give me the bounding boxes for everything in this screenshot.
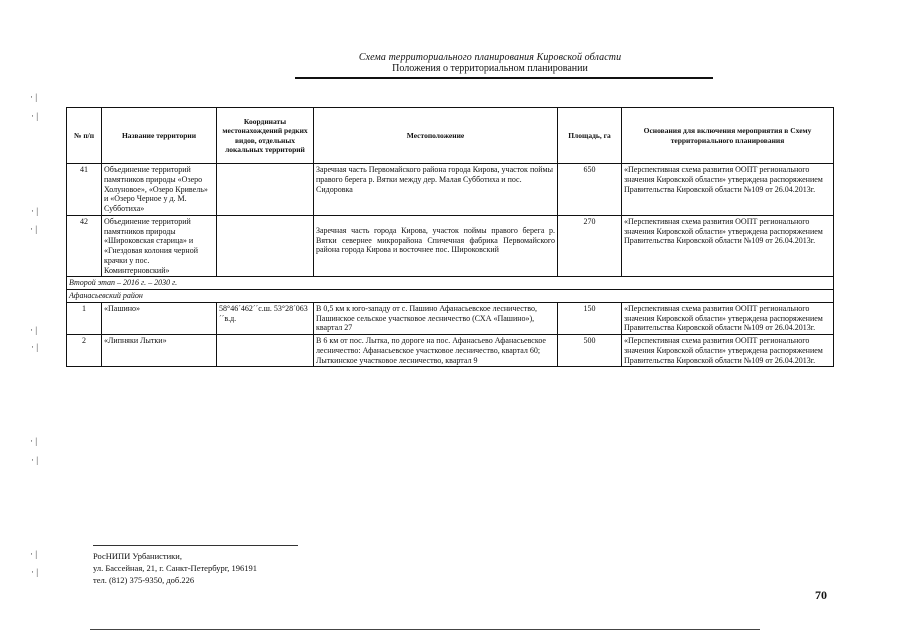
table-row: [67, 164, 834, 216]
margin-mark: · |: [30, 549, 38, 559]
cell-coordinates: 58°46´462´´с.ш. 53°28´063´´в.д.: [217, 302, 314, 334]
cell-name: «Липняки Лытки»: [102, 335, 217, 367]
cell-area: 150: [558, 302, 622, 334]
table-row: [67, 302, 834, 334]
cell-area: 270: [558, 215, 622, 277]
margin-mark: · |: [31, 111, 39, 121]
margin-mark: · |: [31, 342, 39, 352]
cell-name: «Пашино»: [102, 302, 217, 334]
cell-location: В 6 км от пос. Лытка, по дороге на пос. Афанасьево Афанасьевское лесничество: Афанасьевское участковое лесничество, квартал 60; Лыткинское участковое лесничество, квартал 9: [314, 335, 558, 367]
table-row: [67, 215, 834, 277]
district-row: [67, 290, 834, 303]
col-header-coordinates: Координаты местонахождений редких видов, отдельных локальных территорий: [217, 108, 314, 164]
cell-basis: «Перспективная схема развития ООПТ регионального значения Кировской области» утверждена распоряжением Правительства Кировской области №109 от 26.04.2013г.: [622, 302, 834, 334]
margin-mark: · |: [30, 92, 38, 102]
footer-rule: [93, 545, 298, 546]
cell-basis: «Перспективная схема развития ООПТ регионального значения Кировской области» утверждена распоряжением Правительства Кировской области №109 от 26.04.2013г.: [622, 164, 834, 216]
col-header-location: Местоположение: [314, 108, 558, 164]
document-title: Схема территориального планирования Кировской области: [358, 52, 622, 63]
footer-address: ул. Бассейная, 21, г. Санкт-Петербург, 196191: [93, 563, 257, 573]
header-rule: [295, 77, 713, 79]
cell-basis: «Перспективная схема развития ООПТ регионального значения Кировской области» утверждена распоряжением Правительства Кировской области №109 от 26.04.2013г.: [622, 215, 834, 277]
margin-mark: · |: [31, 567, 39, 577]
cell-number: 41: [67, 164, 102, 216]
stage-row: [67, 277, 834, 290]
cell-area: 650: [558, 164, 622, 216]
cell-location: Заречная часть Первомайского района города Кирова, участок поймы правого берега р. Вятки между дер. Малая Субботиха и пос. Сидоровка: [314, 164, 558, 216]
cell-coordinates: [217, 335, 314, 367]
table-row: [67, 335, 834, 367]
stage-label: Второй этап – 2016 г. – 2030 г.: [67, 277, 834, 290]
territories-table: [66, 107, 834, 367]
cell-location: В 0,5 км к юго-западу от с. Пашино Афанасьевское лесничество, Пашинское сельское участковое лесничество (СХА «Пашино»), квартал 27: [314, 302, 558, 334]
cell-coordinates: [217, 215, 314, 277]
col-header-basis: Основания для включения мероприятия в Схему территориального планирования: [622, 108, 834, 164]
cell-coordinates: [217, 164, 314, 216]
cell-name: Объединение территорий памятников природы «Широковская старица» и «Гнездовая колония черной крачки у пос. Коминтерновский»: [102, 215, 217, 277]
cell-area: 500: [558, 335, 622, 367]
bottom-rule: [90, 629, 760, 630]
district-label: Афанасьевский район: [67, 290, 834, 303]
cell-basis: «Перспективная схема развития ООПТ регионального значения Кировской области» утверждена распоряжением Правительства Кировской области №109 от 26.04.2013г.: [622, 335, 834, 367]
margin-mark: · |: [30, 436, 38, 446]
cell-number: 1: [67, 302, 102, 334]
cell-name: Объединение территорий памятников природы «Озеро Холуновое», «Озеро Кривель» и «Озеро Черное у д. М. Субботиха»: [102, 164, 217, 216]
page-number: 70: [815, 588, 827, 602]
margin-mark: · |: [30, 325, 38, 335]
margin-mark: · |: [31, 206, 39, 216]
cell-number: 2: [67, 335, 102, 367]
cell-number: 42: [67, 215, 102, 277]
footer-org: РосНИПИ Урбанистики,: [93, 551, 182, 561]
margin-mark: · |: [31, 455, 39, 465]
document-subtitle: Положения о территориальном планировании: [392, 63, 588, 74]
col-header-area: Площадь, га: [558, 108, 622, 164]
table-header-row: [67, 108, 834, 164]
margin-mark: · |: [30, 224, 38, 234]
footer-phone: тел. (812) 375-9350, доб.226: [93, 575, 195, 585]
col-header-name: Название территории: [102, 108, 217, 164]
col-header-number: № п/п: [67, 108, 102, 164]
cell-location: Заречная часть города Кирова, участок поймы правого берега р. Вятки севернее микрорайона Спичечная фабрика Первомайского района города Кирова и восточнее пос. Широковский: [314, 215, 558, 277]
